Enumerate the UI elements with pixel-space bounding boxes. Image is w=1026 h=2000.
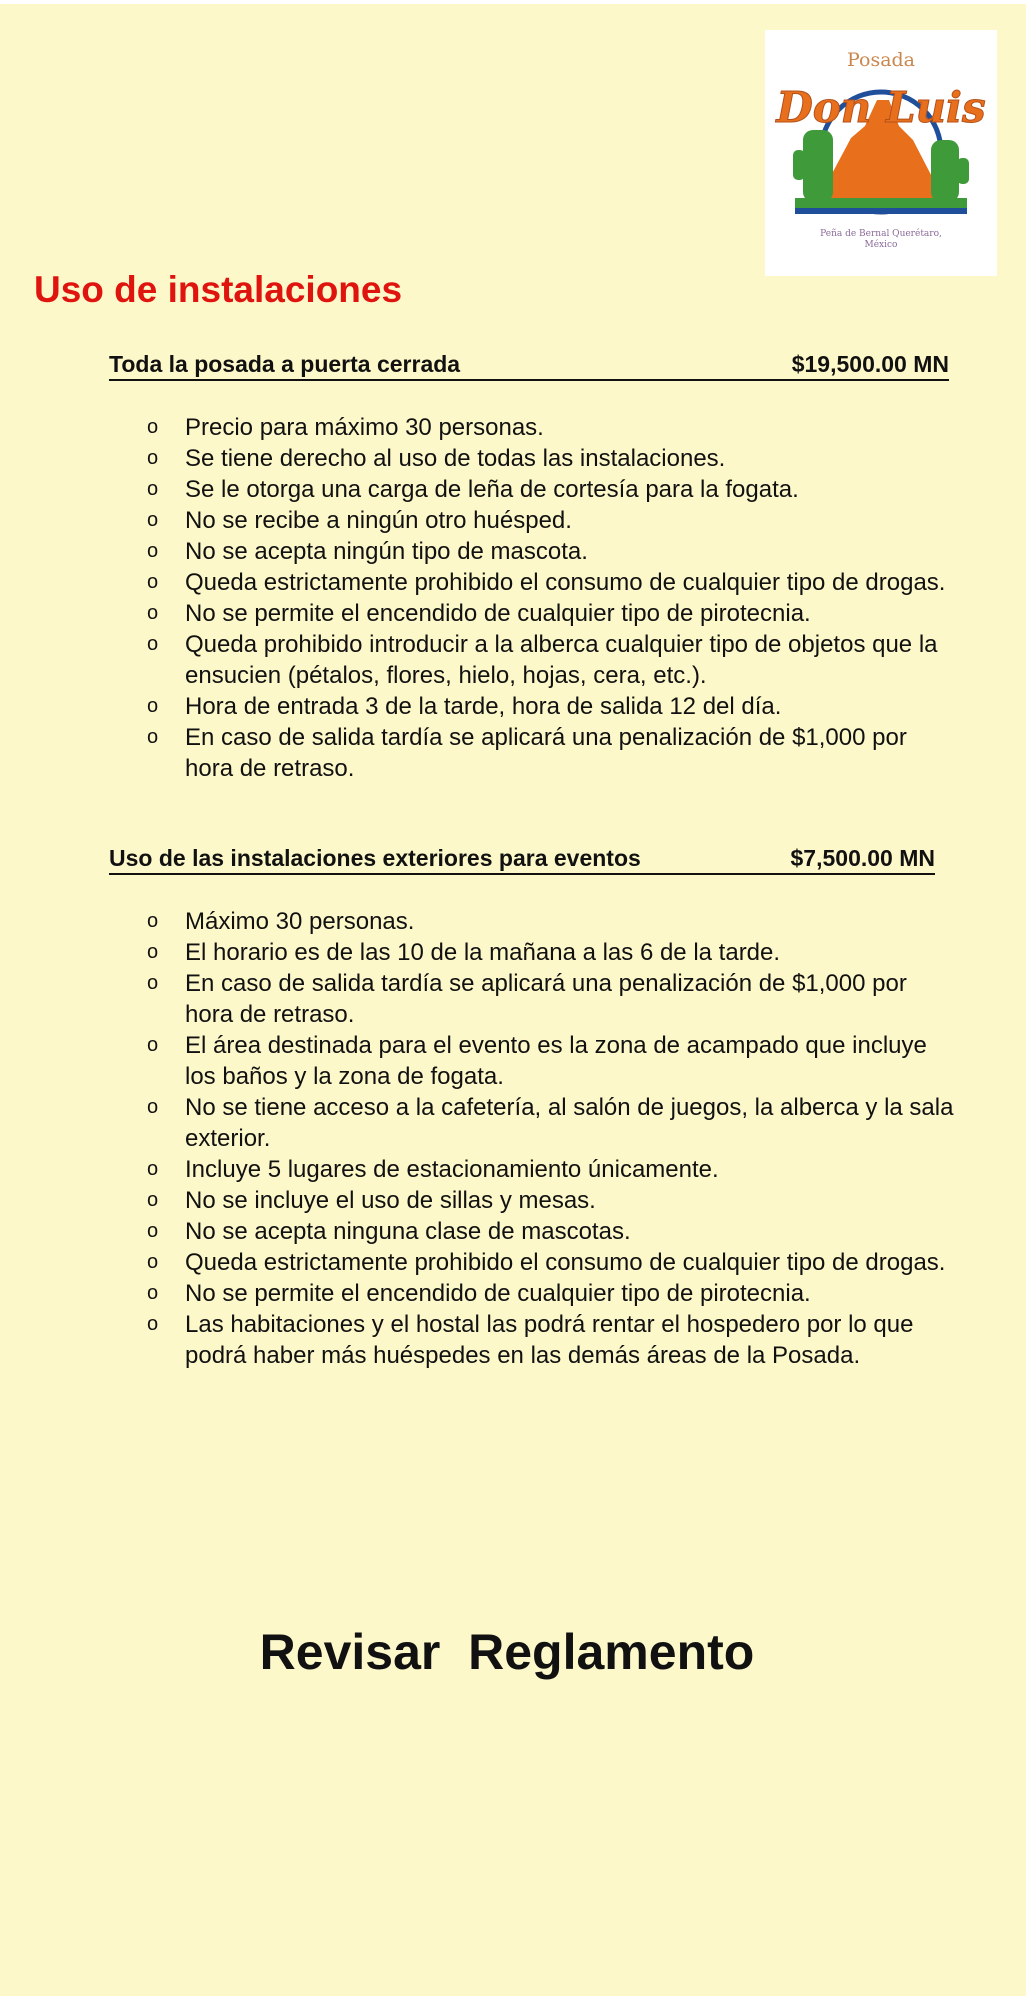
bullet-circle-icon: o <box>147 416 159 438</box>
list-item: o No se recibe a ningún otro huésped. <box>147 507 572 534</box>
bullet-circle-icon: o <box>147 941 159 963</box>
bullet-circle-icon: o <box>147 726 159 748</box>
logo-cactus-left <box>803 130 833 202</box>
document-page <box>0 4 1026 1996</box>
list-item: o El área destinada para el evento es la zona de acampado que incluye los baños y la zona de fogata. <box>147 1032 927 1090</box>
bullet-circle-icon: o <box>147 972 159 994</box>
list-item: o No se acepta ningún tipo de mascota. <box>147 538 588 565</box>
bullet-circle-icon: o <box>147 447 159 469</box>
list-item: o No se incluye el uso de sillas y mesas. <box>147 1187 596 1214</box>
logo-ground <box>795 198 967 208</box>
list-item: o No se permite el encendido de cualquier tipo de pirotecnia. <box>147 1280 811 1307</box>
list-item: o Hora de entrada 3 de la tarde, hora de salida 12 del día. <box>147 693 782 720</box>
rules-list-whole-posada <box>147 412 957 784</box>
bullet-circle-icon: o <box>147 1189 159 1211</box>
section-price: $7,500.00 MN <box>790 845 935 871</box>
list-item: o Máximo 30 personas. <box>147 908 415 935</box>
list-item: o Precio para máximo 30 personas. <box>147 414 544 441</box>
bullet-circle-icon: o <box>147 1096 159 1118</box>
bullet-circle-icon: o <box>147 1220 159 1242</box>
bullet-circle-icon: o <box>147 571 159 593</box>
bullet-circle-icon: o <box>147 1282 159 1304</box>
logo-text-don-luis: Don Luis <box>776 83 986 132</box>
list-item: o Las habitaciones y el hostal las podrá rentar el hospedero por lo que podrá haber más huéspedes en las demás áreas de la Posada. <box>147 1311 914 1369</box>
list-item: o No se permite el encendido de cualquier tipo de pirotecnia. <box>147 600 811 627</box>
section-heading-label: Uso de las instalaciones exteriores para eventos <box>109 845 641 871</box>
list-item: o Se le otorga una carga de leña de cortesía para la fogata. <box>147 476 799 503</box>
bullet-circle-icon: o <box>147 602 159 624</box>
list-item: o Queda prohibido introducir a la alberca cualquier tipo de objetos que la ensucien (pétalos, flores, hielo, hojas, cera, etc.). <box>147 631 938 689</box>
list-item: o Queda estrictamente prohibido el consumo de cualquier tipo de drogas. <box>147 569 946 596</box>
logo-cactus-right <box>931 140 959 202</box>
bullet-circle-icon: o <box>147 1034 159 1056</box>
list-item: o Queda estrictamente prohibido el consumo de cualquier tipo de drogas. <box>147 1249 946 1276</box>
bullet-circle-icon: o <box>147 1251 159 1273</box>
bullet-circle-icon: o <box>147 540 159 562</box>
bullet-circle-icon: o <box>147 695 159 717</box>
section-heading-label: Toda la posada a puerta cerrada <box>109 351 461 377</box>
section-heading-outdoor-events <box>109 845 935 875</box>
bullet-circle-icon: o <box>147 633 159 655</box>
page-title: Uso de instalaciones <box>34 269 403 310</box>
bullet-circle-icon: o <box>147 478 159 500</box>
logo-ground-stripe <box>795 208 967 214</box>
bullet-circle-icon: o <box>147 509 159 531</box>
logo-text-posada: Posada <box>846 49 916 71</box>
section-price: $19,500.00 MN <box>791 351 949 377</box>
list-item: o En caso de salida tardía se aplicará una penalización de $1,000 por hora de retraso. <box>147 970 907 1028</box>
logo-text-location: Peña de Bernal Querétaro, <box>820 229 942 239</box>
list-item: o En caso de salida tardía se aplicará una penalización de $1,000 por hora de retraso. <box>147 724 907 782</box>
review-rules-heading: Revisar Reglamento <box>259 1624 755 1680</box>
list-item: o No se tiene acceso a la cafetería, al salón de juegos, la alberca y la sala exterior. <box>147 1094 954 1152</box>
bullet-circle-icon: o <box>147 910 159 932</box>
list-item: o El horario es de las 10 de la mañana a las 6 de la tarde. <box>147 939 781 966</box>
section-heading-whole-posada <box>109 351 949 381</box>
logo-graphic <box>765 30 997 276</box>
bullet-circle-icon: o <box>147 1158 159 1180</box>
list-item: o Incluye 5 lugares de estacionamiento únicamente. <box>147 1156 719 1183</box>
bullet-circle-icon: o <box>147 1313 159 1335</box>
list-item: o Se tiene derecho al uso de todas las instalaciones. <box>147 445 726 472</box>
list-item: o No se acepta ninguna clase de mascotas. <box>147 1218 631 1245</box>
rules-list-outdoor-events <box>147 906 957 1371</box>
logo-text-country: México <box>864 240 898 250</box>
posada-don-luis-logo <box>765 30 997 276</box>
